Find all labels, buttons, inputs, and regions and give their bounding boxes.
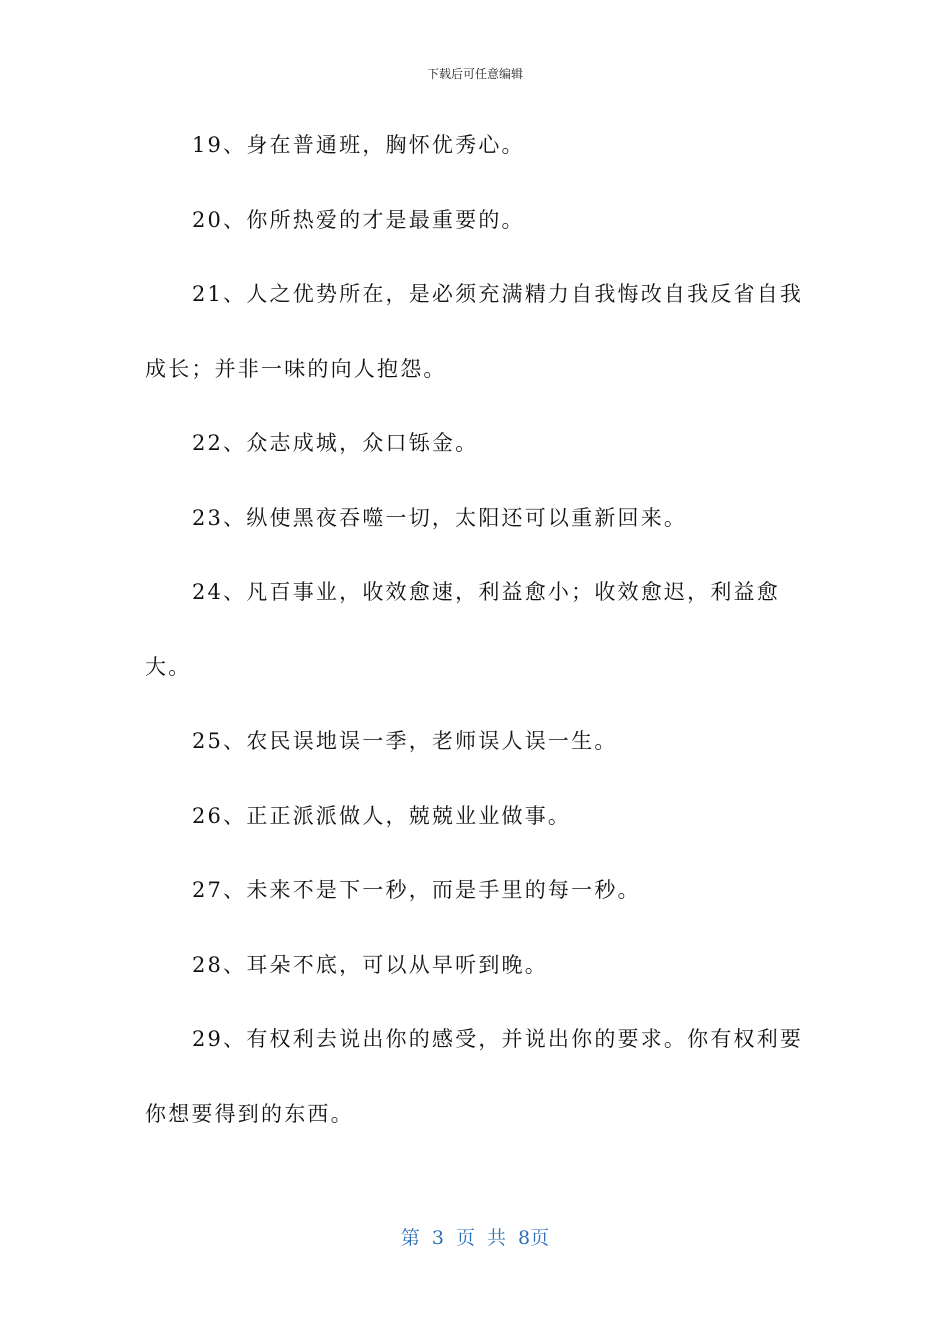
footer-total-prefix: 共 bbox=[487, 1227, 507, 1249]
page-footer bbox=[0, 1225, 950, 1251]
footer-page-label: 页 bbox=[455, 1227, 475, 1249]
page-header: 下载后可任意编辑 bbox=[426, 67, 523, 81]
paragraph-24: 24、凡百事业，收效愈速，利益愈小；收效愈迟，利益愈大。 bbox=[145, 580, 780, 679]
footer-prefix: 第 bbox=[400, 1227, 420, 1249]
paragraph-20: 20、你所热爱的才是最重要的。 bbox=[192, 207, 525, 232]
paragraph-27: 27、未来不是下一秒，而是手里的每一秒。 bbox=[192, 878, 641, 902]
paragraph-29: 29、有权利去说出你的感受，并说出你的要求。你有权利要你想要得到的东西。 bbox=[145, 1027, 804, 1126]
paragraph-25: 25、农民误地误一季，老师误人误一生。 bbox=[192, 729, 618, 753]
paragraph-22: 22、众志成城，众口铄金。 bbox=[192, 431, 479, 455]
paragraph-21: 21、人之优势所在，是必须充满精力自我悔改自我反省自我成长；并非一味的向人抱怨。 bbox=[145, 282, 804, 381]
footer-total-pages: 8页 bbox=[518, 1227, 550, 1249]
paragraph-23: 23、纵使黑夜吞噬一切，太阳还可以重新回来。 bbox=[192, 505, 688, 530]
paragraph-28: 28、耳朵不底，可以从早听到晚。 bbox=[192, 952, 548, 977]
document-body bbox=[145, 108, 805, 1151]
paragraph-19: 19、身在普通班，胸怀优秀心。 bbox=[192, 133, 525, 157]
footer-page-number: 3 bbox=[431, 1227, 444, 1249]
paragraph-26: 26、正正派派做人，兢兢业业做事。 bbox=[192, 803, 572, 828]
